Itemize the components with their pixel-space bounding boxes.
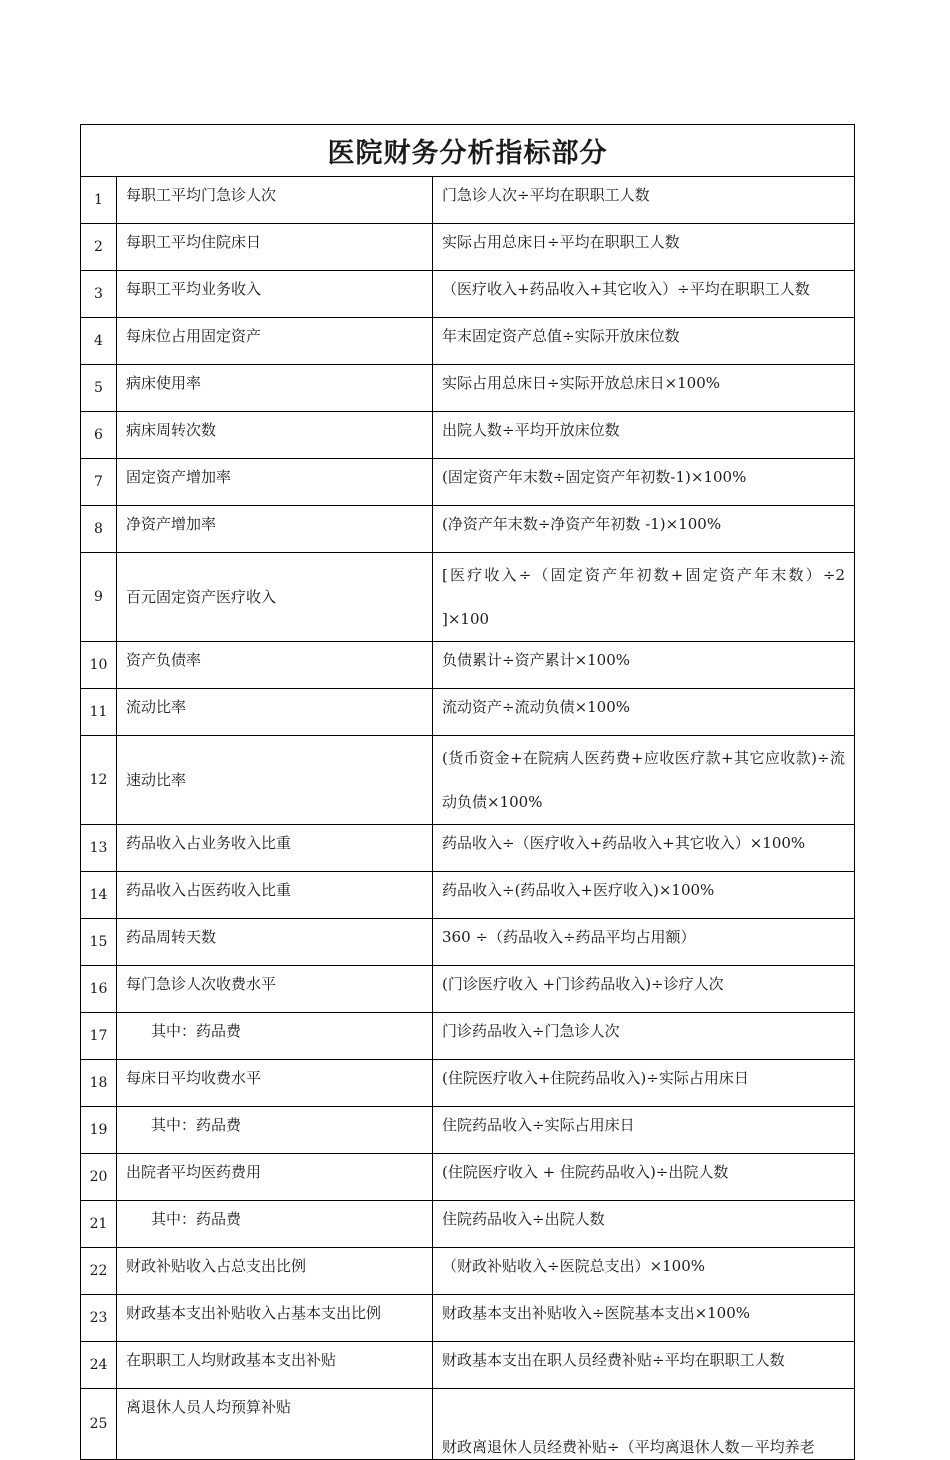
metric-formula: (固定资产年末数÷固定资产年初数-1)×100% [433,459,855,506]
metric-formula: 财政基本支出补贴收入÷医院基本支出×100% [433,1295,855,1342]
table-row [81,1013,855,1060]
row-number: 9 [81,553,117,642]
metric-name: 每职工平均业务收入 [117,271,433,318]
metric-name: 药品周转天数 [117,919,433,966]
row-number: 6 [81,412,117,459]
metric-name: 药品收入占医药收入比重 [117,872,433,919]
metric-name: 在职职工人均财政基本支出补贴 [117,1342,433,1389]
metric-name: 病床使用率 [117,365,433,412]
table-row [81,553,855,642]
metric-formula: 负债累计÷资产累计×100% [433,642,855,689]
table-row [81,1154,855,1201]
row-number: 4 [81,318,117,365]
metric-formula: 流动资产÷流动负债×100% [433,689,855,736]
table-row [81,1389,855,1460]
table-row [81,919,855,966]
metric-formula: 实际占用总床日÷实际开放总床日×100% [433,365,855,412]
metric-formula: 门急诊人次÷平均在职职工人数 [433,177,855,224]
row-number: 1 [81,177,117,224]
table-row [81,689,855,736]
row-number: 20 [81,1154,117,1201]
metric-formula: （医疗收入+药品收入+其它收入）÷平均在职职工人数 [433,271,855,318]
metric-formula: 住院药品收入÷出院人数 [433,1201,855,1248]
metrics-table [80,176,855,1460]
metric-name: 每床位占用固定资产 [117,318,433,365]
metric-formula: 门诊药品收入÷门急诊人次 [433,1013,855,1060]
metric-formula: 实际占用总床日÷平均在职职工人数 [433,224,855,271]
row-number: 24 [81,1342,117,1389]
metric-formula: (门诊医疗收入 +门诊药品收入)÷诊疗人次 [433,966,855,1013]
metric-name: 财政基本支出补贴收入占基本支出比例 [117,1295,433,1342]
row-number: 8 [81,506,117,553]
metric-name: 流动比率 [117,689,433,736]
table-row [81,412,855,459]
row-number: 12 [81,736,117,825]
row-number: 3 [81,271,117,318]
table-row [81,736,855,825]
row-number: 22 [81,1248,117,1295]
row-number: 13 [81,825,117,872]
metric-name: 速动比率 [117,736,433,825]
metric-formula: 药品收入÷（医疗收入+药品收入+其它收入）×100% [433,825,855,872]
metric-name: 每床日平均收费水平 [117,1060,433,1107]
metric-formula: （财政补贴收入÷医院总支出）×100% [433,1248,855,1295]
table-row [81,1107,855,1154]
metric-name: 出院者平均医药费用 [117,1154,433,1201]
metric-formula: [医疗收入÷（固定资产年初数+固定资产年末数）÷2 ]×100 [433,553,855,642]
table-row [81,1342,855,1389]
metrics-document [80,124,855,1460]
document-title: 医院财务分析指标部分 [80,124,855,176]
row-number: 5 [81,365,117,412]
row-number: 2 [81,224,117,271]
metric-name: 其中：药品费 [117,1013,433,1060]
table-row [81,966,855,1013]
row-number: 16 [81,966,117,1013]
row-number: 15 [81,919,117,966]
table-row [81,825,855,872]
metric-formula: 药品收入÷(药品收入+医疗收入)×100% [433,872,855,919]
table-row [81,642,855,689]
row-number: 17 [81,1013,117,1060]
metric-name: 离退休人员人均预算补贴 [117,1389,433,1460]
metric-name: 其中：药品费 [117,1201,433,1248]
metric-formula: 住院药品收入÷实际占用床日 [433,1107,855,1154]
table-row [81,365,855,412]
table-row [81,872,855,919]
metric-name: 每门急诊人次收费水平 [117,966,433,1013]
metric-name: 净资产增加率 [117,506,433,553]
metric-formula: 年末固定资产总值÷实际开放床位数 [433,318,855,365]
row-number: 11 [81,689,117,736]
metric-name: 资产负债率 [117,642,433,689]
table-row [81,1060,855,1107]
metric-formula: 财政基本支出在职人员经费补贴÷平均在职职工人数 [433,1342,855,1389]
metric-name: 百元固定资产医疗收入 [117,553,433,642]
row-number: 7 [81,459,117,506]
metric-name: 固定资产增加率 [117,459,433,506]
row-number: 25 [81,1389,117,1460]
row-number: 23 [81,1295,117,1342]
table-row [81,1248,855,1295]
table-row [81,506,855,553]
metric-name: 病床周转次数 [117,412,433,459]
metric-formula: (净资产年末数÷净资产年初数 -1)×100% [433,506,855,553]
metric-name: 每职工平均门急诊人次 [117,177,433,224]
metric-formula: (住院医疗收入+住院药品收入)÷实际占用床日 [433,1060,855,1107]
row-number: 19 [81,1107,117,1154]
metric-formula: 出院人数÷平均开放床位数 [433,412,855,459]
metric-formula: (货币资金+在院病人医药费+应收医疗款+其它应收款)÷流动负债×100% [433,736,855,825]
metric-name: 药品收入占业务收入比重 [117,825,433,872]
table-row [81,1201,855,1248]
table-row [81,177,855,224]
metric-name: 其中：药品费 [117,1107,433,1154]
row-number: 21 [81,1201,117,1248]
row-number: 18 [81,1060,117,1107]
row-number: 14 [81,872,117,919]
metric-formula: (住院医疗收入 + 住院药品收入)÷出院人数 [433,1154,855,1201]
metric-formula: 财政离退休人员经费补贴÷（平均离退休人数－平均养老 [433,1389,855,1460]
metric-name: 财政补贴收入占总支出比例 [117,1248,433,1295]
table-row [81,459,855,506]
metric-name: 每职工平均住院床日 [117,224,433,271]
metric-formula: 360 ÷（药品收入÷药品平均占用额） [433,919,855,966]
table-row [81,271,855,318]
table-row [81,318,855,365]
table-row [81,1295,855,1342]
row-number: 10 [81,642,117,689]
table-row [81,224,855,271]
